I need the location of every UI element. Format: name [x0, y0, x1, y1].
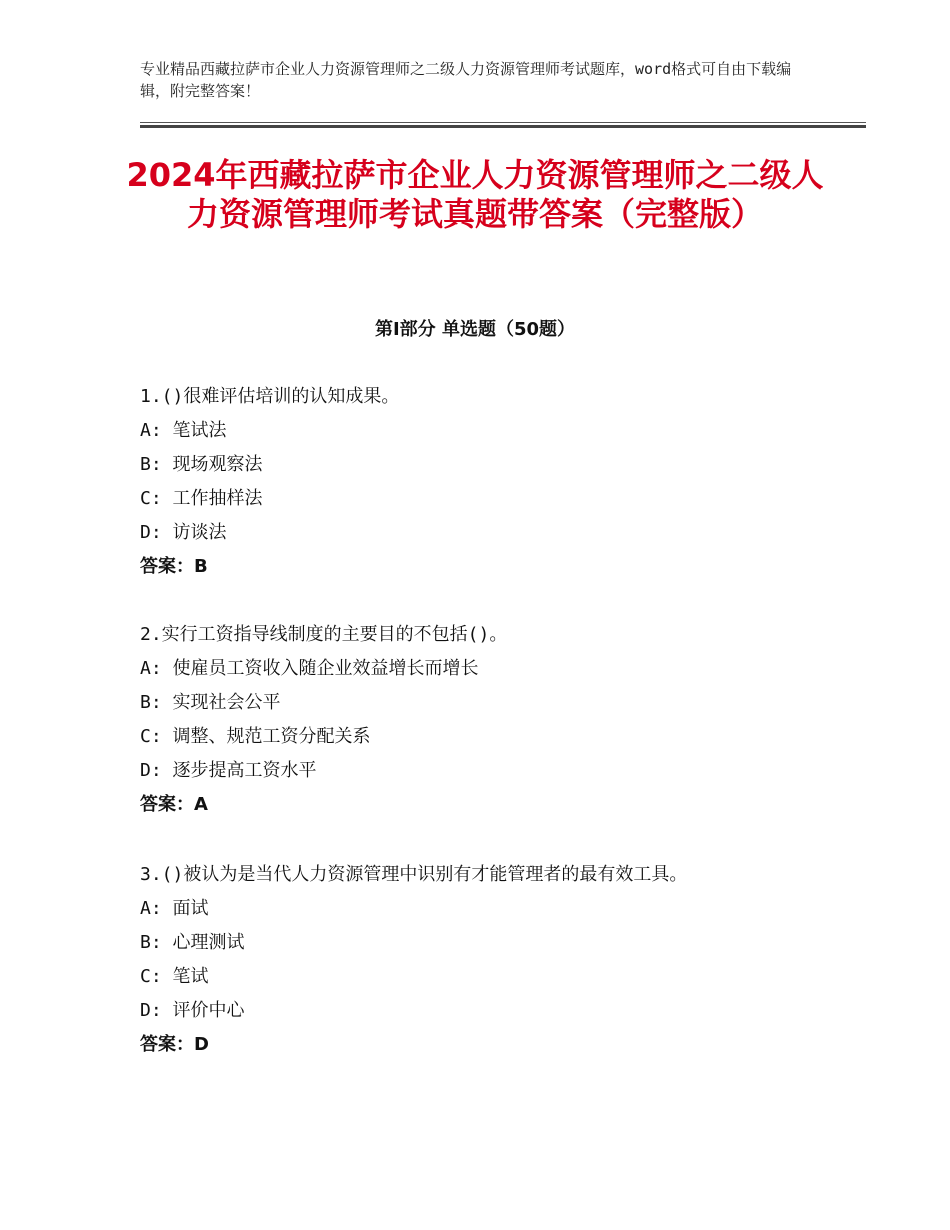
option-b: B: 实现社会公平	[140, 692, 281, 713]
option-a: A: 使雇员工资收入随企业效益增长而增长	[140, 658, 479, 679]
question-2	[140, 618, 860, 822]
section-heading: 第Ⅰ部分 单选题（50题）	[374, 319, 575, 340]
option-c: C: 工作抽样法	[140, 488, 263, 509]
question-stem: 3.()被认为是当代人力资源管理中识别有才能管理者的最有效工具。	[140, 864, 688, 885]
answer-line: 答案：D	[140, 1034, 209, 1055]
option-b: B: 现场观察法	[140, 454, 263, 475]
question-1	[140, 380, 860, 584]
option-a: A: 面试	[140, 898, 209, 919]
document-title: 2024年西藏拉萨市企业人力资源管理师之二级人力资源管理师考试真题带答案（完整版）	[126, 156, 824, 233]
option-d: D: 访谈法	[140, 522, 227, 543]
option-d: D: 评价中心	[140, 1000, 245, 1021]
option-a: A: 笔试法	[140, 420, 227, 441]
option-c: C: 调整、规范工资分配关系	[140, 726, 371, 747]
header-divider-thin	[140, 122, 866, 123]
option-d: D: 逐步提高工资水平	[140, 760, 317, 781]
header-note: 专业精品西藏拉萨市企业人力资源管理师之二级人力资源管理师考试题库，word格式可自由下载编辑，附完整答案！	[140, 60, 792, 100]
header-divider-thick	[140, 125, 866, 128]
answer-line: 答案：A	[140, 794, 208, 815]
question-3	[140, 858, 860, 1062]
question-stem: 1.()很难评估培训的认知成果。	[140, 386, 400, 407]
option-c: C: 笔试	[140, 966, 209, 987]
answer-line: 答案：B	[140, 556, 208, 577]
option-b: B: 心理测试	[140, 932, 245, 953]
question-stem: 2.实行工资指导线制度的主要目的不包括()。	[140, 624, 508, 645]
